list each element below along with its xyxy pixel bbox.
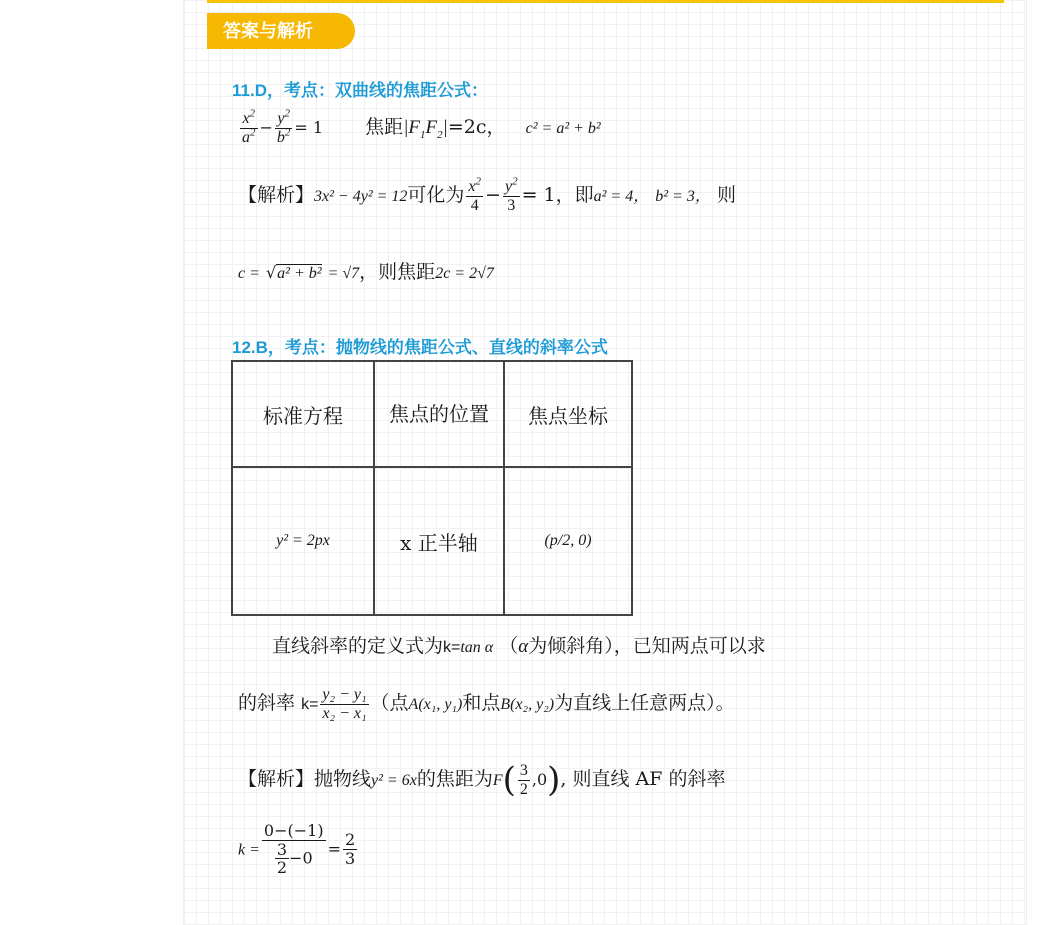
- q11-analysis-line: 【解析】3x² − 4y² = 12可化为 $\frac{x^2}{4}$ − $\frac{y^2}{3}$ = 1，即a² = 4， b² = 3， 则: [238, 175, 736, 214]
- frac-x2-4: $\frac{x^2}{4}$: [468, 175, 482, 214]
- slope-definition-line2: [238, 686, 735, 722]
- analysis-eq-tail: = 1，即: [521, 184, 594, 207]
- focal-label: 焦距: [365, 116, 404, 139]
- slope-definition-line1: [272, 631, 766, 658]
- q11-heading: 11.D，考点：双曲线的焦距公式：: [232, 81, 488, 100]
- slope-k2: k=: [301, 696, 319, 714]
- analysis-label-2: 【解析】: [238, 768, 315, 790]
- and-point-text: 和点: [462, 692, 501, 715]
- formula-eq-one: = 1: [294, 118, 324, 138]
- slope-def-tail: 为倾斜角），已知两点可以求: [528, 635, 766, 657]
- point-a-prefix: （点: [370, 692, 409, 715]
- k-big-fraction: 0−(−1) $\frac{3}{2}$ −0: [263, 821, 324, 878]
- table-header-position: 焦点的位置: [374, 361, 504, 467]
- slope-k: k=: [443, 639, 461, 656]
- parabola-text: 抛物线: [314, 768, 372, 790]
- c-relation: c² = a² + b²: [525, 120, 601, 138]
- slope-line2-tail: 为直线上任意两点）。: [554, 692, 735, 715]
- hyperbola-formula-line: $\frac{x^2}{a^2}$ − $\frac{y^2}{b^2}$ = 1 焦距$|F_1F_2|=2c$， c² = a² + b²: [242, 107, 601, 146]
- two-c-value: 2c = 2√7: [435, 265, 494, 282]
- c-sqrt-content: a² + b²: [277, 265, 322, 282]
- c-sqrt7: = √7: [327, 265, 360, 282]
- frac-x2-a2: $\frac{x^2}{a^2}$: [242, 107, 256, 146]
- slope-of-text: 的斜率: [238, 692, 296, 715]
- top-accent-bar: [207, 0, 1004, 3]
- parabola-focus-table: [231, 360, 633, 616]
- table-cell-equation: y² = 2px: [232, 467, 374, 615]
- focus-f: F: [492, 772, 503, 789]
- analysis-equation: 3x² − 4y² = 12: [314, 188, 408, 206]
- a-squared: a² = 4，: [593, 188, 650, 206]
- slope-fraction: $\frac{\text{y₂ − y₁}}{\text{x₂ − x₁}}$: [322, 686, 367, 722]
- frac-y2-b2: $\frac{y^2}{b^2}$: [276, 107, 291, 146]
- k-result-fraction: $\frac{2}{3}$: [344, 830, 356, 868]
- alpha-symbol: α: [518, 636, 529, 657]
- analysis-mid-text: 可化为: [407, 184, 465, 207]
- focus-tail: ,0: [531, 770, 548, 789]
- slope-def-text: 直线斜率的定义式为: [272, 635, 444, 657]
- slope-tan: tan α: [460, 639, 494, 656]
- table-header-equation: 标准方程: [232, 361, 374, 467]
- answer-section-badge: 答案与解析: [207, 13, 355, 49]
- table-cell-coordinate: (p/2, 0): [504, 467, 632, 615]
- k-label: k =: [238, 841, 260, 859]
- point-b: B(x₂, y₂): [500, 696, 555, 714]
- focal-value: =2c，: [447, 116, 506, 139]
- focal-is-text: 的焦距为: [416, 768, 493, 790]
- c-prefix: c =: [238, 265, 260, 282]
- q11-c-value-line: c = √a² + b² = √7，则焦距2c = 2√7: [238, 261, 494, 283]
- table-cell-position: x 正半轴: [374, 467, 504, 615]
- b-squared: b² = 3，: [655, 188, 711, 206]
- q12-analysis-line: 【解析】抛物线y² = 6x的焦距为F( $\frac{3}{2}$ ,0), 则直线 AF 的斜率: [238, 760, 726, 800]
- then-text: 则: [716, 184, 736, 207]
- k-calculation-line: [238, 822, 359, 877]
- parabola-equation: y² = 6x: [371, 772, 417, 789]
- k-equals: =: [327, 839, 341, 859]
- point-a: A(x₁, y₁): [408, 696, 463, 714]
- c-tail-text: ，则焦距: [359, 261, 436, 283]
- focus-fraction: $\frac{3}{2}$: [519, 761, 528, 798]
- q12-heading: 12.B，考点：抛物线的焦距公式、直线的斜率公式: [232, 338, 608, 357]
- paren-open: （: [499, 635, 519, 657]
- table-header-coordinate: 焦点坐标: [504, 361, 632, 467]
- analysis-label: 【解析】: [238, 184, 315, 207]
- frac-y2-3: $\frac{y^2}{3}$: [504, 175, 518, 214]
- af-slope-text: , 则直线 AF 的斜率: [560, 768, 726, 790]
